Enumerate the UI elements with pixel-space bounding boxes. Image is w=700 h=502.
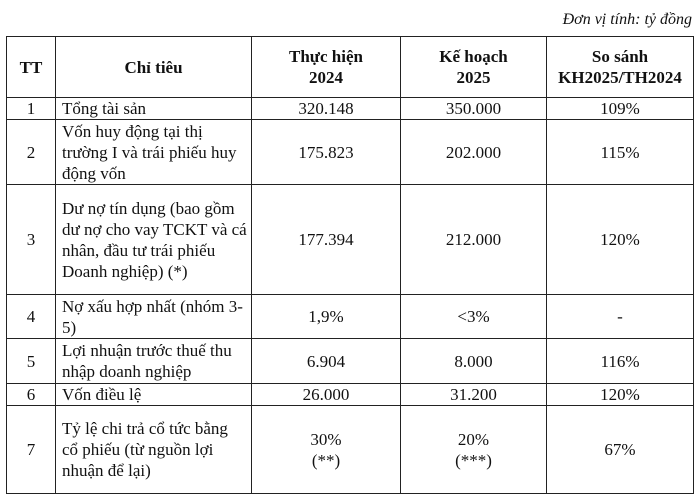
cell-tt: 3	[7, 185, 56, 295]
cell-plan: 31.200	[401, 384, 547, 406]
cell-plan: 202.000	[401, 120, 547, 185]
cell-compare: 120%	[547, 185, 694, 295]
header-plan-line2: 2025	[456, 68, 491, 87]
cell-plan: 8.000	[401, 339, 547, 384]
header-plan-2025	[401, 37, 547, 98]
header-compare-line2: KH2025/TH2024	[558, 68, 682, 87]
table-row	[7, 120, 694, 185]
header-indicator: Chỉ tiêu	[56, 37, 252, 98]
cell-indicator: Vốn điều lệ	[56, 384, 252, 406]
cell-compare: 67%	[547, 406, 694, 494]
table-row	[7, 339, 694, 384]
cell-actual: 1,9%	[252, 295, 401, 339]
table-row	[7, 98, 694, 120]
cell-actual: 177.394	[252, 185, 401, 295]
table-row	[7, 384, 694, 406]
header-actual-line1: Thực hiện	[289, 47, 363, 66]
cell-tt: 2	[7, 120, 56, 185]
cell-compare: 120%	[547, 384, 694, 406]
cell-plan-footnote: (***)	[455, 450, 492, 470]
unit-note: Đơn vị tính: tỷ đồng	[562, 11, 692, 28]
cell-indicator: Lợi nhuận trước thuế thu nhập doanh nghiệp	[56, 339, 252, 384]
cell-compare: -	[547, 295, 694, 339]
cell-indicator: Dư nợ tín dụng (bao gồm dư nợ cho vay TCKT và cá nhân, đầu tư trái phiếu Doanh nghiệp) (*)	[56, 185, 252, 295]
cell-tt: 4	[7, 295, 56, 339]
cell-actual: 6.904	[252, 339, 401, 384]
cell-tt: 6	[7, 384, 56, 406]
cell-indicator: Tổng tài sản	[56, 98, 252, 120]
cell-indicator: Nợ xấu hợp nhất (nhóm 3-5)	[56, 295, 252, 339]
cell-indicator: Vốn huy động tại thị trường I và trái phiếu huy động vốn	[56, 120, 252, 185]
header-tt: TT	[7, 37, 56, 98]
table-row	[7, 185, 694, 295]
cell-tt: 1	[7, 98, 56, 120]
cell-plan: <3%	[401, 295, 547, 339]
header-row	[7, 37, 694, 98]
cell-actual: 175.823	[252, 120, 401, 185]
header-compare	[547, 37, 694, 98]
cell-tt: 5	[7, 339, 56, 384]
header-plan-line1: Kế hoạch	[439, 47, 508, 66]
cell-actual-footnote: (**)	[311, 450, 341, 470]
financial-plan-table	[6, 36, 694, 494]
cell-actual-value: 30%	[310, 429, 342, 449]
cell-compare: 109%	[547, 98, 694, 120]
cell-actual: 26.000	[252, 384, 401, 406]
cell-indicator: Tỷ lệ chi trả cổ tức bằng cổ phiếu (từ nguồn lợi nhuận để lại)	[56, 406, 252, 494]
cell-plan	[401, 406, 547, 494]
cell-tt: 7	[7, 406, 56, 494]
cell-plan: 212.000	[401, 185, 547, 295]
table-row	[7, 406, 694, 494]
table-row	[7, 295, 694, 339]
cell-plan: 350.000	[401, 98, 547, 120]
cell-compare: 116%	[547, 339, 694, 384]
header-actual-2024	[252, 37, 401, 98]
header-actual-line2: 2024	[309, 68, 343, 87]
cell-actual: 320.148	[252, 98, 401, 120]
header-compare-line1: So sánh	[591, 47, 649, 66]
cell-compare: 115%	[547, 120, 694, 185]
cell-plan-value: 20%	[457, 429, 490, 449]
cell-actual	[252, 406, 401, 494]
